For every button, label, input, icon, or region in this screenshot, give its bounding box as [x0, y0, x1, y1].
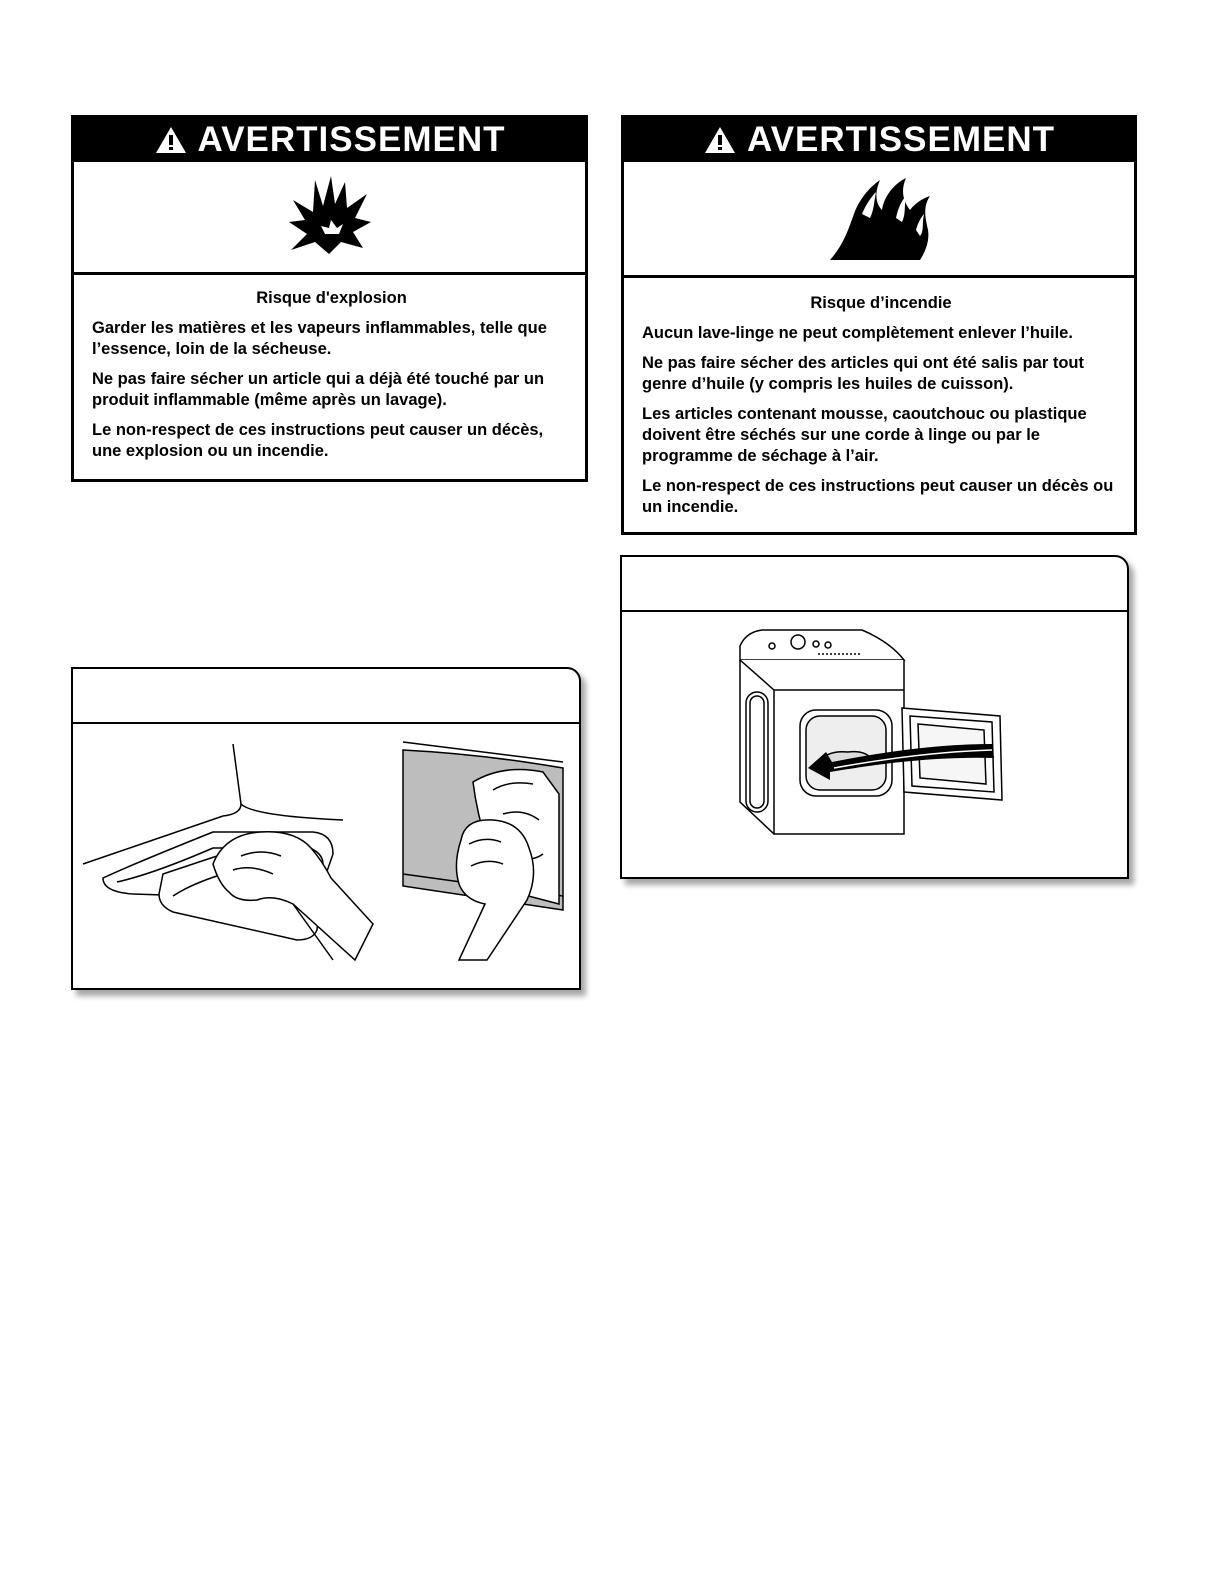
warning-paragraph: Aucun lave-linge ne peut complètement enlever l’huile.: [642, 324, 1073, 342]
warning-header: [74, 118, 585, 162]
warning-paragraph: Ne pas faire sécher des articles qui ont été salis par tout genre d’huile (y compris les huiles de cuisson).: [642, 354, 1084, 393]
warning-triangle-icon: [703, 125, 737, 155]
explosion-warning-box: [71, 115, 588, 482]
warning-paragraph: Les articles contenant mousse, caoutchouc ou plastique doivent être séchés sur une corde à linge ou par le programme de séchage à l’air.: [642, 405, 1087, 465]
fire-warning-box: [621, 115, 1137, 535]
warning-header-text: AVERTISSEMENT: [197, 120, 506, 159]
warning-paragraph: Ne pas faire sécher un article qui a déjà été touché par un produit inflammable (même après un lavage).: [92, 370, 545, 409]
warning-subtitle: Risque d’incendie: [810, 294, 952, 312]
warning-subtitle: Risque d'explosion: [256, 289, 407, 307]
dryer-loading-illustration: [620, 555, 1129, 879]
warning-triangle-icon: [154, 125, 188, 155]
fire-icon: [624, 162, 1134, 278]
warning-paragraph: Garder les matières et les vapeurs inflammables, telle que l’essence, loin de la sécheuse.: [92, 319, 547, 358]
explosion-icon: [74, 162, 585, 275]
lint-screen-cleaning-illustration: [71, 667, 581, 990]
warning-header-text: AVERTISSEMENT: [747, 120, 1055, 159]
warning-paragraph: Le non-respect de ces instructions peut causer un décès ou un incendie.: [642, 477, 1114, 516]
dryer-icon: [622, 612, 1127, 877]
warning-paragraph: Le non-respect de ces instructions peut causer un décès, une explosion ou un incendie.: [92, 421, 544, 460]
warning-header: [624, 118, 1134, 162]
lint-screen-icon: [73, 724, 579, 988]
illustration-header-bar: [622, 557, 1127, 612]
illustration-header-bar: [73, 669, 579, 724]
